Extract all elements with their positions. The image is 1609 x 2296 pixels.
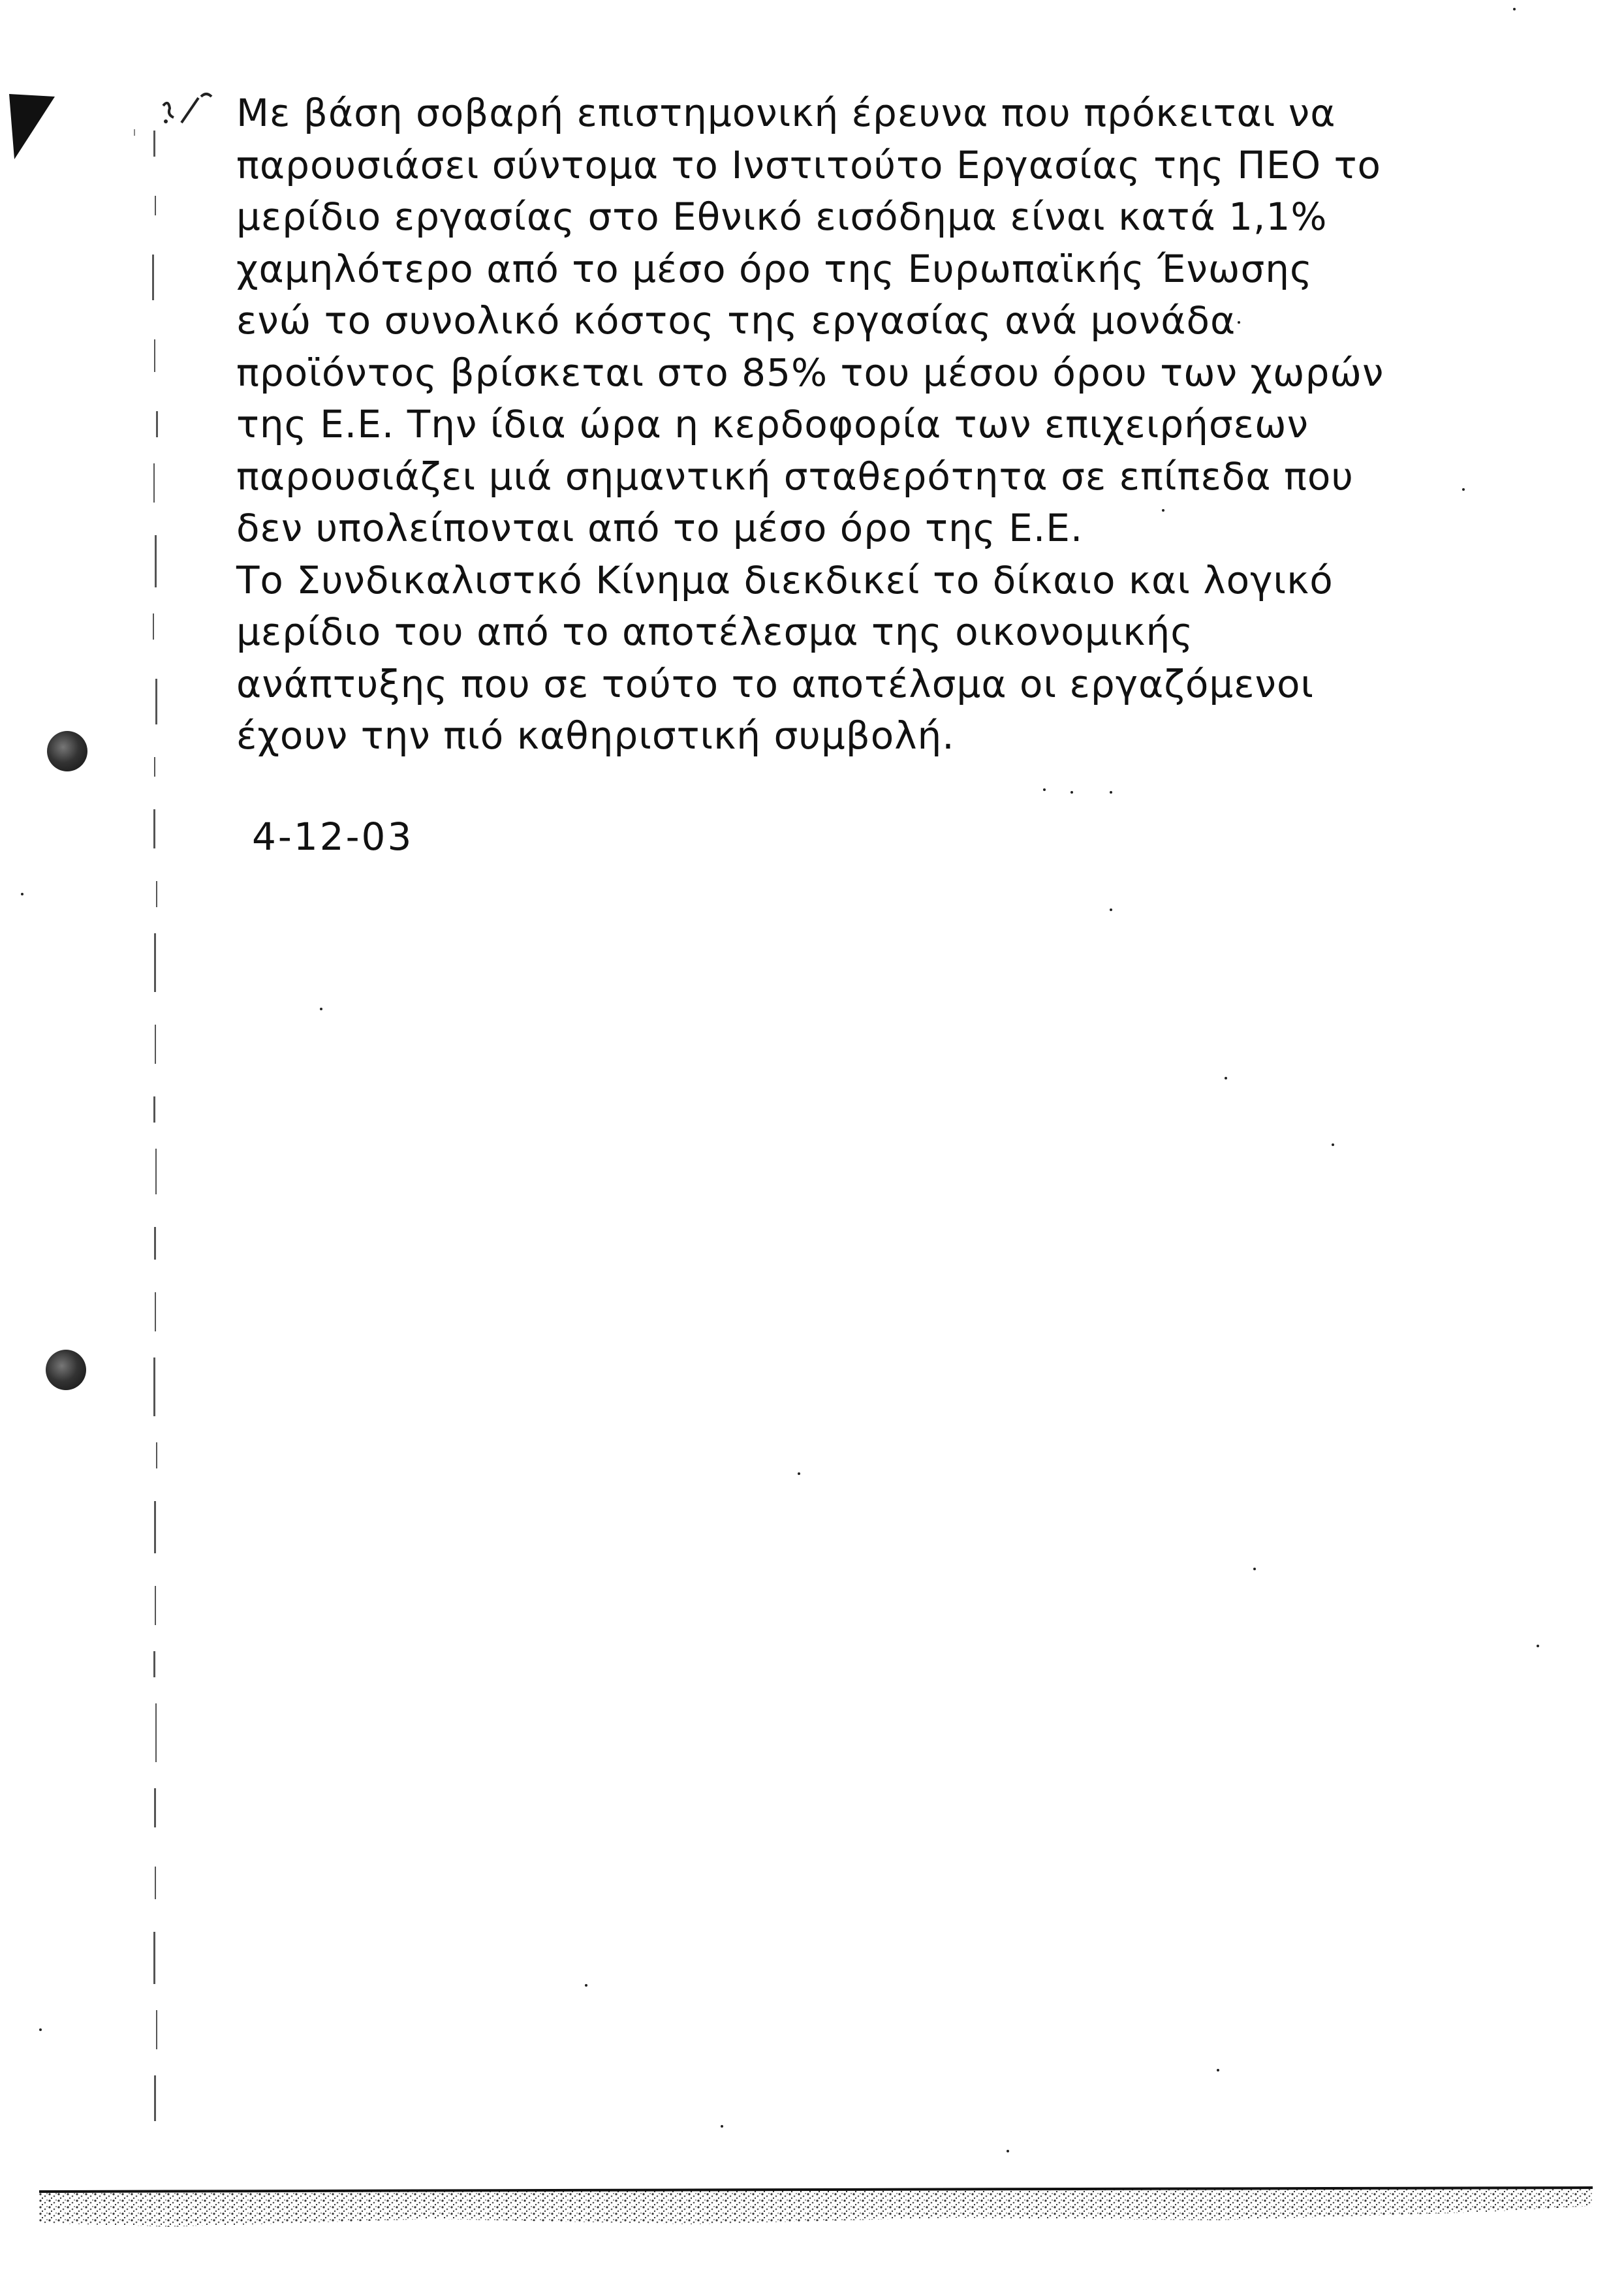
scan-speck	[1332, 1143, 1334, 1146]
text-line: προϊόντος βρίσκεται στο 85% του μέσου όρου των χωρών	[236, 350, 1384, 395]
text-line: μερίδιο εργασίας στο Εθνικό εισόδημα είναι κατά 1,1%	[236, 194, 1328, 239]
scan-speck	[1462, 488, 1465, 491]
text-line: ανάπτυξης που σε τούτο το αποτέλσμα οι εργαζόμενοι	[236, 661, 1315, 706]
scan-speck	[1537, 1645, 1539, 1647]
scan-speck	[1070, 791, 1073, 794]
text-line: μερίδιο του από το αποτέλεσμα της οικονομικής	[236, 610, 1194, 654]
punch-hole-icon	[46, 1350, 86, 1390]
scan-speck	[39, 2028, 42, 2031]
text-line: παρουσιάζει μιά σημαντική σταθερότητα σε επίπεδα που	[236, 454, 1354, 499]
text-line: της Ε.Ε. Την ίδια ώρα η κερδοφορία των επιχειρήσεων	[236, 402, 1309, 446]
scan-speck	[1110, 908, 1112, 911]
text-line: Το Συνδικαλιστκό Κίνημα διεκδικεί το δίκαιο και λογικό	[236, 557, 1334, 602]
text-line: δεν υπολείπονται από το μέσο όρο της Ε.Ε.	[236, 506, 1084, 550]
scan-speck	[721, 2125, 723, 2128]
scan-speck	[1253, 1568, 1256, 1570]
body-text	[236, 87, 1398, 762]
scan-speck	[1225, 1077, 1227, 1079]
scan-speck	[798, 1472, 800, 1475]
scan-speck	[1110, 791, 1112, 794]
scan-speck	[1007, 2150, 1009, 2152]
scan-speck	[1043, 788, 1046, 791]
scan-speck	[1513, 8, 1516, 10]
document-date: 4-12-03	[252, 814, 414, 859]
scan-speck	[1238, 321, 1240, 324]
text-line: χαμηλότερο από το μέσο όρο της Ευρωπαϊκής Ένωσης	[236, 246, 1313, 291]
scan-speck	[1217, 2069, 1219, 2071]
scan-speck	[320, 1008, 322, 1010]
punch-hole-icon	[47, 731, 87, 771]
text-line: παρουσιάσει σύντομα το Ινστιτούτο Εργασίας της ΠΕΟ το	[236, 142, 1381, 187]
scan-speck	[585, 1984, 587, 1987]
binding-edge-marks	[127, 117, 186, 2173]
corner-mark-icon	[7, 91, 59, 163]
text-line: Με βάση σοβαρή επιστημονική έρευνα που πρόκειται να	[236, 91, 1336, 135]
scan-speck	[1162, 509, 1164, 512]
text-line: έχουν την πιό καθηριστική συμβολή.	[236, 713, 955, 758]
scan-speck	[21, 893, 23, 895]
text-line: ενώ το συνολικό κόστος της εργασίας ανά μονάδα	[236, 298, 1236, 343]
scan-edge-noise	[39, 2186, 1593, 2232]
